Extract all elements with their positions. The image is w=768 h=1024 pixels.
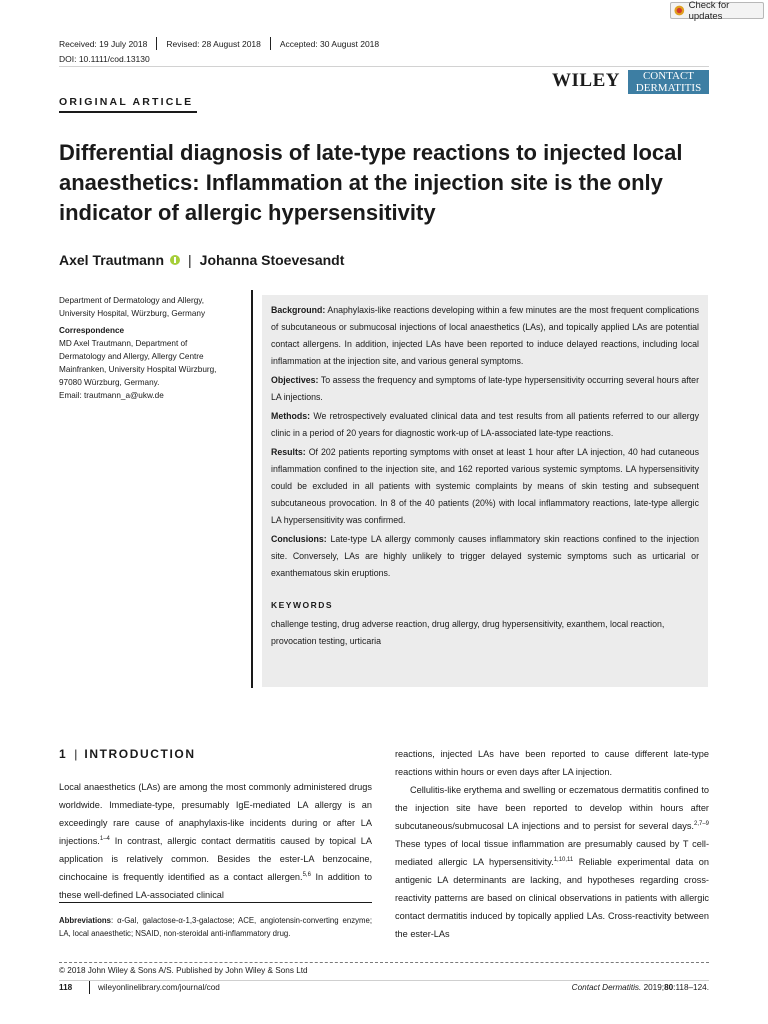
body-paragraph: Cellulitis-like erythema and swelling or eczematous dermatitis confined to the injection site have been reported to develop within hours after subcutaneous/submucosal LA injections and to persist for several days.$^{2,7-9}$ These types of local tissue inflammation are presumably caused by T cell-mediated allergic LA hypersensitivity.$^{1,10,11}$ Reliable experimental data on antigenic LA determinants are lacking, and hypotheses regarding cross-reactivity patterns are based on clinical observations in patients with allergic contact dermatitis induced by topically applied LAs. Cross-reactivity between the ester-LAs (395, 785, 709, 939)
citation[interactable]: 1,10,11 (553, 856, 574, 863)
journal-name: Contact Dermatitis. (571, 983, 642, 992)
abstract-conclusions: Conclusions: Late-type LA allergy commonly causes inflammatory skin reactions confined to the injection site. Conversely, LAs are highly unlikely to trigger delayed systemic symptoms such as urticarial or exanthematous skin eruptions. (271, 534, 699, 578)
correspondence-line: Mainfranken, University Hospital Würzburg, (59, 365, 217, 374)
abbreviations-footnote: Abbreviations: α-Gal, galactose-α-1,3-galactose; ACE, angiotensin-converting enzyme; LA, local anaesthetic; NSAID, non-steroidal anti-inflammatory drug. (59, 916, 372, 938)
abbreviations-label: Abbreviations (59, 916, 111, 925)
author-name[interactable]: Johanna Stoevesandt (199, 252, 345, 268)
affiliation-line: Department of Dermatology and Allergy, (59, 296, 205, 305)
section-title: INTRODUCTION (84, 747, 196, 761)
journal-website-link[interactable]: wileyonlinelibrary.com/journal/cod (98, 983, 220, 992)
footer-rule (59, 980, 709, 981)
section-bar: | (74, 747, 78, 761)
abstract-label: Conclusions: (271, 534, 327, 544)
correspondence-heading: Correspondence (59, 326, 125, 335)
affiliation-block (59, 294, 249, 402)
keywords-heading: KEYWORDS (271, 600, 334, 610)
page-number: 118 (59, 983, 73, 992)
abstract-vertical-rule (251, 290, 253, 688)
section-number: 1 (59, 747, 68, 761)
author-separator: | (188, 252, 192, 268)
author-name[interactable]: Axel Trautmann (59, 252, 165, 268)
footer-dashed-rule (59, 962, 709, 963)
article-type: ORIGINAL ARTICLE (59, 96, 194, 108)
check-for-updates-label: Check for updates (688, 0, 730, 22)
received-date: Received: 19 July 2018 (59, 38, 148, 49)
doi[interactable]: DOI: 10.1111/cod.13130 (59, 54, 150, 64)
abstract-objectives: Objectives: To assess the frequency and symptoms of late-type hypersensitivity occurring several hours after LA injections. (271, 375, 699, 402)
date-divider (270, 37, 271, 50)
header-rule (59, 66, 709, 67)
author-list (59, 252, 344, 268)
volume-number: 80 (664, 983, 674, 992)
journal-logo-line2: DERMATITIS (635, 81, 702, 94)
abstract-background: Background: Anaphylaxis-like reactions developing within a few minutes are the most frequent complications of subcutaneous or submucosal injections of local anaesthetics (LAs), and topically applied LAs are potential contact allergens. In addition, injected LAs have been reported to induce delayed reactions, including local inflammation at the injection site, and various general symptoms. (271, 305, 699, 366)
section-heading (59, 747, 196, 761)
accepted-date: Accepted: 30 August 2018 (279, 38, 380, 49)
abstract-results: Results: Of 202 patients reporting symptoms with onset at least 1 hour after LA injection, 40 had cutaneous inflammation confined to the injection site, and 162 reported various systemic symptoms. LA hypersensitivity could be excluded in all patients with systemic complaints by means of skin testing and subsequent subcutaneous provocation. In 8 of the 40 patients (20%) with local inflammatory reactions, late-type allergic LA hypersensitivity was confirmed. (271, 447, 699, 525)
correspondence-line: 97080 Würzburg, Germany. (59, 378, 160, 387)
body-left-column (59, 778, 372, 904)
publisher-logo: WILEY (552, 70, 620, 91)
citation[interactable]: 5,6 (302, 871, 311, 878)
orcid-icon[interactable] (170, 255, 180, 265)
correspondence-email[interactable]: Email: trautmann_a@ukw.de (59, 391, 164, 400)
date-divider (156, 37, 157, 50)
abstract-box (262, 295, 708, 687)
body-paragraph: reactions, injected LAs have been reported to cause different late-type reactions within hours or even days after LA injection. (395, 749, 709, 777)
body-paragraph: Local anaesthetics (LAs) are among the most commonly administered drugs worldwide. Immediate-type, presumably IgE-mediated LA allergy is an exceedingly rare cause of anaphylaxis-like incidents during or after LA injections.$^{1-4}$ In contrast, allergic contact dermatitis caused by topical LA application is relatively common. Besides the ester-LA benzocaine, cinchocaine is frequently identified as a contact allergen.$^{5,6}$ In addition to these well-defined LA-associated clinical (59, 782, 372, 900)
article-dates (59, 37, 379, 50)
article-type-underline (59, 111, 197, 113)
abstract-label: Results: (271, 447, 306, 457)
abstract-methods: Methods: We retrospectively evaluated clinical data and test results from all patients referred to our allergy clinic in a period of 20 years for diagnostic work-up of LA-associated late-type reactions. (271, 411, 699, 438)
body-right-column (395, 745, 709, 943)
journal-logo-line1: CONTACT (642, 70, 695, 82)
abstract-label: Objectives: (271, 375, 319, 385)
footnote-rule (59, 902, 372, 903)
article-title: Differential diagnosis of late-type reactions to injected local anaesthetics: Inflammation at the injection site is the only indicator of allergic hypersensitivity (59, 140, 683, 225)
correspondence-line: Dermatology and Allergy, Allergy Centre (59, 352, 204, 361)
affiliation-line: University Hospital, Würzburg, Germany (59, 309, 206, 318)
journal-citation: Contact Dermatitis. 2019;80:118–124. (571, 983, 709, 992)
check-for-updates-button[interactable] (670, 0, 764, 22)
citation[interactable]: 2,7–9 (693, 820, 709, 827)
check-updates-icon (674, 5, 685, 16)
abstract-label: Methods: (271, 411, 311, 421)
revised-date: Revised: 28 August 2018 (166, 38, 261, 49)
keywords-list: challenge testing, drug adverse reaction, drug allergy, drug hypersensitivity, exanthem, local reaction, provocation testing, urticaria (271, 619, 665, 646)
footer-divider (89, 981, 90, 994)
citation[interactable]: 1–4 (99, 835, 110, 842)
copyright-notice: © 2018 John Wiley & Sons A/S. Published by John Wiley & Sons Ltd (59, 966, 308, 975)
correspondence-line: MD Axel Trautmann, Department of (59, 339, 188, 348)
journal-logo (628, 70, 709, 94)
abstract-label: Background: (271, 305, 326, 315)
